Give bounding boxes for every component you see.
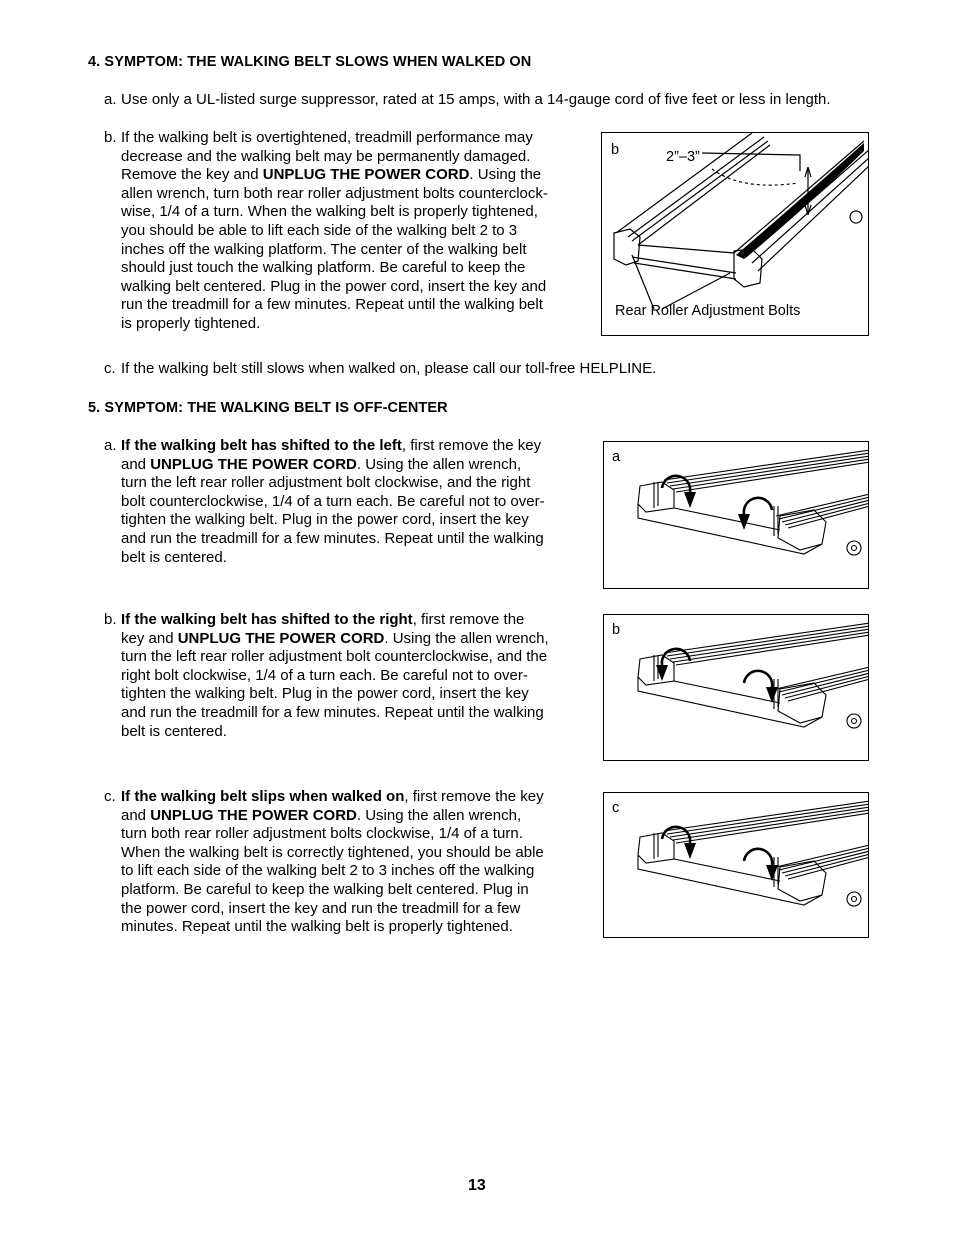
text-run: . Using the (469, 166, 542, 184)
text-run: and (121, 455, 151, 473)
text-run: and (121, 806, 151, 824)
text-line: and run the treadmill for a few minutes. Repeat until the walking (121, 703, 544, 721)
measurement-label: 2”–3” (666, 149, 700, 165)
section-4-heading: 4. SYMPTOM: THE WALKING BELT SLOWS WHEN WALKED ON (88, 54, 532, 70)
section-5-item-a (104, 437, 545, 567)
emphasis-text: If the walking belt has shifted to the right (121, 611, 413, 628)
text-line: turn the left rear roller adjustment bolt counterclockwise, and the (121, 648, 548, 666)
emphasis-text: UNPLUG THE POWER CORD (262, 166, 470, 184)
emphasis-text: UNPLUG THE POWER CORD (150, 455, 357, 473)
item-text: If the walking belt still slows when walked on, please call our toll-free HELPLINE. (121, 360, 657, 377)
text-run: , first remove the key (404, 788, 544, 805)
figure-caption: Rear Roller Adjustment Bolts (615, 303, 801, 319)
adjustment-figure-b (603, 614, 869, 761)
text-run: . Using the allen wrench, (384, 629, 549, 647)
section-4-item-a (104, 91, 831, 110)
text-line: turn both rear roller adjustment bolts clockwise, 1/4 of a turn. (121, 825, 523, 843)
text-line: tighten the walking belt. Plug in the power cord, insert the key (121, 685, 529, 703)
treadmill-rear (638, 450, 869, 555)
emphasis-text: UNPLUG THE POWER CORD (150, 806, 357, 824)
text-line: platform. Be careful to keep the walking belt centered. Plug in (121, 880, 529, 898)
item-label: a. (104, 91, 117, 108)
item-label: c. (104, 788, 116, 805)
text-line: and run the treadmill for a few minutes. Repeat until the walking (121, 529, 544, 547)
treadmill-rear (638, 623, 869, 728)
text-line: should just touch the walking platform. Be careful to keep the (121, 259, 526, 277)
text-run: . Using the allen wrench, (356, 455, 522, 473)
item-text: Use only a UL-listed surge suppressor, rated at 15 amps, with a 14-gauge cord of five feet or less in length. (121, 91, 831, 108)
emphasis-text: UNPLUG THE POWER CORD (177, 629, 385, 647)
text-line: inches off the walking platform. The center of the walking belt (121, 240, 527, 258)
figure-label: b (611, 142, 620, 158)
section-4-item-b (104, 129, 548, 334)
adjustment-figure-c (603, 792, 869, 938)
text-line: right bolt clockwise, 1/4 of a turn each. Be careful not to over- (121, 666, 528, 684)
text-line (121, 166, 548, 185)
text-line: When the walking belt is correctly tightened, you should be able (121, 843, 544, 861)
text-line (121, 437, 545, 456)
item-label: c. (104, 360, 116, 377)
text-run: key and (121, 629, 178, 647)
text-line: bolt counterclockwise, 1/4 of a turn each. Be careful not to over- (121, 492, 545, 510)
item-label: b. (104, 129, 117, 146)
text-line (121, 611, 549, 630)
treadmill-bolts-illustration (604, 442, 869, 589)
text-line (121, 807, 544, 826)
belt-tension-figure (601, 132, 869, 336)
text-line: you should be able to lift each side of the walking belt 2 to 3 (121, 221, 518, 239)
text-line: turn the left rear roller adjustment bolt clockwise, and the right (121, 474, 531, 492)
text-line: minutes. Repeat until the walking belt is properly tightened. (121, 918, 513, 936)
text-run: , first remove the (412, 611, 525, 628)
text-line: is properly tightened. (121, 314, 261, 332)
text-run: . Using the allen wrench, (356, 806, 522, 824)
text-line: walking belt centered. Plug in the power cord, insert the key and (121, 277, 547, 295)
section-5-heading: 5. SYMPTOM: THE WALKING BELT IS OFF-CENTER (88, 400, 448, 416)
text-line: to lift each side of the walking belt 2 to 3 inches off the walking (121, 862, 535, 880)
item-label: b. (104, 611, 117, 628)
item-label: a. (104, 437, 117, 454)
figure-label: a (612, 449, 621, 465)
emphasis-text: If the walking belt slips when walked on (121, 788, 405, 805)
treadmill-rear (638, 801, 869, 906)
text-line: wise, 1/4 of a turn. When the walking belt is properly tightened, (121, 203, 538, 221)
text-line (121, 630, 549, 649)
text-line: If the walking belt is overtightened, treadmill performance may (121, 129, 533, 146)
text-run: , first remove the key (401, 437, 542, 454)
treadmill-bolts-illustration (604, 793, 869, 938)
emphasis-text: If the walking belt has shifted to the left (121, 437, 402, 454)
text-line: decrease and the walking belt may be permanently damaged. (121, 147, 531, 165)
treadmill-bolts-illustration (604, 615, 869, 761)
section-5-item-c (104, 788, 544, 937)
figure-label: b (612, 622, 621, 638)
text-line: run the treadmill for a few minutes. Repeat until the walking belt (121, 296, 543, 314)
text-line: the power cord, insert the key and run the treadmill for a few (121, 899, 521, 917)
text-line (121, 456, 545, 475)
page-number: 13 (468, 1177, 486, 1194)
section-4-item-c (104, 360, 657, 379)
text-line: belt is centered. (121, 722, 227, 740)
right-rotation-arrow-icon (744, 671, 778, 703)
text-run: Remove the key and (121, 166, 263, 184)
left-rotation-arrow-icon (656, 649, 690, 681)
right-rotation-arrow-icon (744, 849, 778, 881)
section-5-item-b (104, 611, 549, 741)
adjustment-figure-a (603, 441, 869, 589)
text-line (121, 788, 544, 807)
text-line: allen wrench, turn both rear roller adjustment bolts counterclock- (121, 184, 548, 202)
figure-label: c (612, 800, 620, 816)
text-line: tighten the walking belt. Plug in the power cord, insert the key (121, 511, 529, 529)
text-line: belt is centered. (121, 548, 227, 566)
